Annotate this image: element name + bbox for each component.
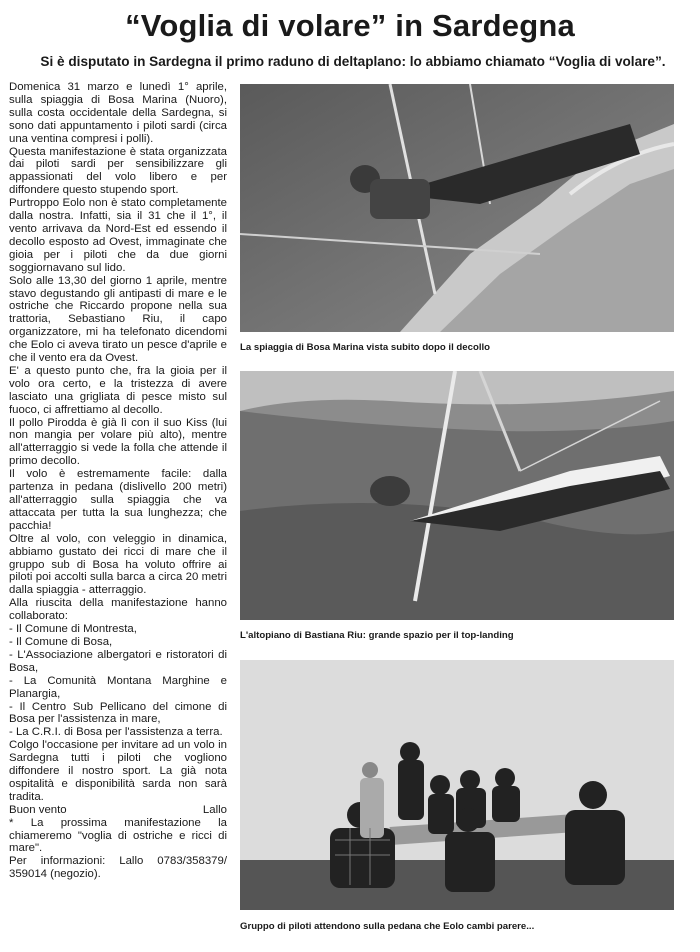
photo-hang-glider-over-coast-icon (240, 84, 674, 332)
signature: Lallo (202, 803, 227, 816)
photo-caption: La spiaggia di Bosa Marina vista subito dopo il decollo (240, 342, 491, 353)
article-body (9, 81, 227, 881)
paragraph: Questa manifestazione è stata organizzata dai piloti sardi per sensibilizzare gli appassionati del volo libero e per diffondere questo stupendo sport. (9, 145, 227, 197)
paragraph: Il volo è estremamente facile: dalla partenza in pedana (dislivello 200 metri) all'atterraggio sulla spiaggia che va attaccata per tutta la sua lunghezza; che pacchia! (9, 468, 227, 532)
photo-hang-glider-over-plateau (240, 371, 674, 620)
article-subtitle: Si è disputato in Sardegna il primo raduno di deltaplano: lo abbiamo chiamato “Voglia di volare”. (40, 54, 666, 69)
paragraph: Oltre al volo, con veleggio in dinamica, abbiamo gustato dei ricci di mare che il gruppo sub di Bosa ha voluto offrire ai piloti poi accolti sulla barca a circa 20 metri dalla spiaggia - atterraggio. (9, 532, 227, 597)
photo-hang-glider-over-coast (240, 84, 674, 332)
paragraph: Il pollo Pirodda è già lì con il suo Kiss (lui non mangia per volare più alto), mentre all'atterraggio si vede la folla che attende il primo decollo. (9, 416, 227, 468)
contact-info: Per informazioni: Lallo 0783/358379/ 359014 (negozio). (9, 855, 227, 881)
paragraph: Solo alle 13,30 del giorno 1 aprile, mentre stavo degustando gli antipasti di mare e le ostriche che Riccardo propone nella sua trattoria, Sebastiano Riu, il capo organizzatore, mi ha telefonato dicendomi che Eolo ci aveva tirato un pesce d'aprile e che il vento era da Ovest. (9, 274, 227, 365)
collaborators-list (9, 623, 227, 739)
closing-paragraph: Colgo l'occasione per invitare ad un volo in Sardegna tutti i piloti che vogliono diffondere il nostro sport. La già nota ospitalità e disponibilità sarda non sarà tradita. (9, 739, 227, 803)
footnote: * La prossima manifestazione la chiameremo "voglia di ostriche e ricci di mare". (9, 816, 227, 855)
photo-hang-glider-over-plateau-icon (240, 371, 674, 620)
list-item: - La Comunità Montana Marghine e Planargia, (9, 674, 227, 700)
paragraph: Domenica 31 marzo e lunedì 1° aprile, sulla spiaggia di Bosa Marina (Nuoro), sulla costa occidentale della Sardegna, si sono dati appuntamento i piloti sardi (circa una ventina compresi i polli). (9, 81, 227, 145)
list-item: - Il Centro Sub Pellicano del cimone di Bosa per l'assistenza in mare, (9, 700, 227, 726)
greeting: Buon vento (9, 803, 67, 816)
paragraph: E' a questo punto che, fra la gioia per il volo ora certo, e la tristezza di avere lasciato una grigliata di pesce misto sul fuoco, ci affrettiamo al decollo. (9, 364, 227, 416)
photo-group-of-pilots-icon (240, 660, 674, 910)
paragraph: Purtroppo Eolo non è stato completamente dalla nostra. Infatti, sia il 31 che il 1°, il vento arrivava da Nord-Est ed essendo il decollo esposto ad Ovest, immaginate che gioia per i piloti che da due giorni soggiornavano sul lido. (9, 197, 227, 274)
article-title: “Voglia di volare” in Sardegna (125, 8, 575, 43)
paragraph: Alla riuscita della manifestazione hanno collaborato: (9, 597, 227, 623)
list-item: - L'Associazione albergatori e ristoratori di Bosa, (9, 648, 227, 674)
photo-caption: Gruppo di piloti attendono sulla pedana che Eolo cambi parere... (240, 921, 535, 932)
photo-caption: L'altopiano di Bastiana Riu: grande spazio per il top-landing (240, 630, 514, 641)
list-item: - Il Comune di Montresta, (9, 623, 137, 636)
photo-group-of-pilots (240, 660, 674, 910)
list-item: - Il Comune di Bosa, (9, 635, 113, 648)
signature-row (9, 804, 227, 817)
list-item: - La C.R.I. di Bosa per l'assistenza a terra. (9, 726, 223, 739)
